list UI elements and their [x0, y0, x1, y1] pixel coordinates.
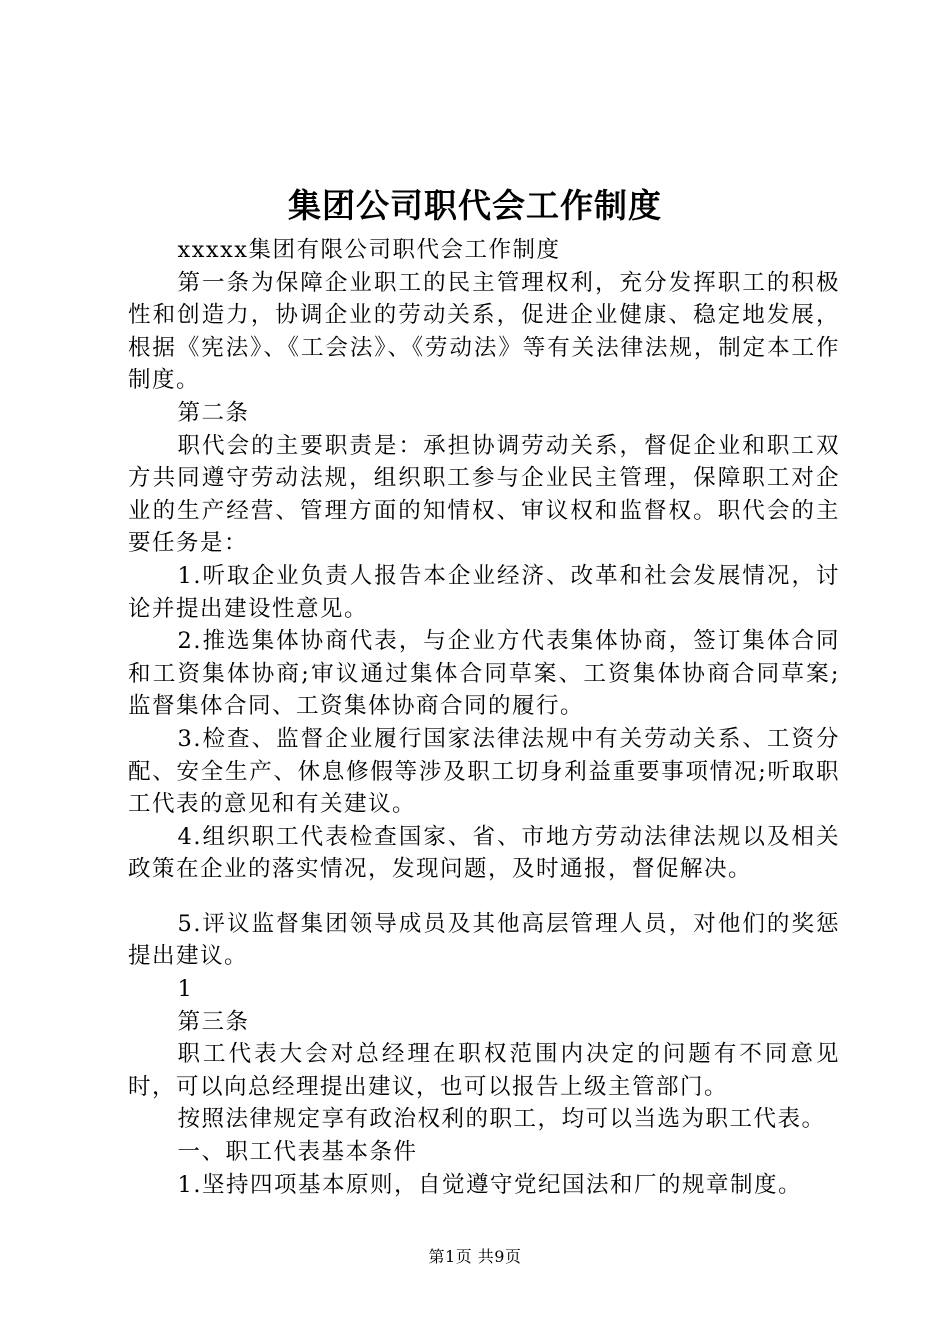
paragraph-article-3-text: 职工代表大会对总经理在职权范围内决定的问题有不同意见时，可以向总经理提出建议，也可以报告上级主管部门。	[128, 1041, 840, 1100]
paragraph-duties: 职代会的主要职责是：承担协调劳动关系，督促企业和职工双方共同遵守劳动法规，组织职工参与企业民主管理，保障职工对企业的生产经营、管理方面的知情权、审议权和监督权。职代会的主要任务是：	[128, 432, 840, 557]
document-body	[128, 234, 840, 1201]
paragraph-article-1: 第一条为保障企业职工的民主管理权利，充分发挥职工的积极性和创造力，协调企业的劳动关系，促进企业健康、稳定地发展，根据《宪法》、《工会法》、《劳动法》等有关法律法规，制定本工作制度。	[128, 269, 840, 394]
paragraph-eligibility: 按照法律规定享有政治权利的职工，均可以当选为职工代表。	[177, 1106, 826, 1133]
document-title: 集团公司职代会工作制度	[288, 186, 662, 225]
paragraph-heading: xxxxx集团有限公司职代会工作制度	[177, 237, 561, 263]
paragraph-item-5: 5.评议监督集团领导成员及其他高层管理人员，对他们的奖惩提出建议。	[128, 910, 840, 970]
paragraph-item-4: 4.组织职工代表检查国家、省、市地方劳动法律法规以及相关政策在企业的落实情况，发现问题，及时通报，督促解决。	[128, 823, 840, 883]
paragraph-item-3: 3.检查、监督企业履行国家法律法规中有关劳动关系、工资分配、安全生产、休息修假等涉及职工切身利益重要事项情况;听取职工代表的意见和有关建议。	[128, 725, 840, 818]
paragraph-item-2: 2.推选集体协商代表，与企业方代表集体协商，签订集体合同和工资集体协商;审议通过集体合同草案、工资集体协商合同草案;监督集体合同、工资集体协商合同的履行。	[128, 628, 840, 720]
paragraph-article-2-heading: 第二条	[177, 399, 250, 426]
paragraph-condition-1: 1.坚持四项基本原则，自觉遵守党纪国法和厂的规章制度。	[177, 1171, 802, 1198]
paragraph-section-heading: 一、职工代表基本条件	[177, 1139, 418, 1166]
paragraph-article-3-heading: 第三条	[177, 1008, 250, 1035]
page-footer: 第1页 共9页	[428, 1247, 522, 1266]
paragraph-item-1: 1.听取企业负责人报告本企业经济、改革和社会发展情况，讨论并提出建设性意见。	[128, 562, 840, 622]
paragraph-number-marker: 1	[177, 976, 194, 1003]
